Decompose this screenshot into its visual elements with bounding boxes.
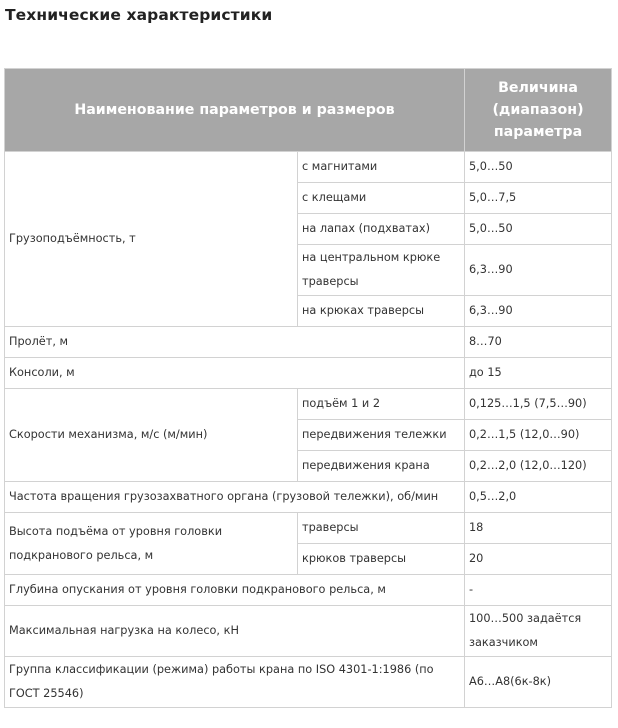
table-row	[5, 358, 612, 389]
load-value: 6,3…90	[465, 245, 612, 296]
rotation-label: Частота вращения грузозахватного органа (грузовой тележки), об/мин	[5, 482, 465, 513]
table-row	[5, 327, 612, 358]
load-sub-label: с клещами	[298, 183, 465, 214]
speed-value: 0,2…2,0 (12,0…120)	[465, 451, 612, 482]
lift-height-value: 18	[465, 513, 612, 544]
lift-height-sub-label: траверсы	[298, 513, 465, 544]
load-value: 5,0…50	[465, 152, 612, 183]
lift-height-sub-label: крюков траверсы	[298, 544, 465, 575]
header-parameter-value: Величина (диапазон) параметра	[465, 69, 612, 152]
load-sub-label: на крюках траверсы	[298, 296, 465, 327]
span-label: Пролёт, м	[5, 327, 465, 358]
table-row	[5, 482, 612, 513]
speed-sub-label: подъём 1 и 2	[298, 389, 465, 420]
speed-sub-label: передвижения крана	[298, 451, 465, 482]
classification-group-label: Группа классификации (режима) работы крана по ISO 4301-1:1986 (по ГОСТ 25546)	[5, 657, 465, 708]
table-row	[5, 657, 612, 708]
span-value: 8…70	[465, 327, 612, 358]
load-value: 6,3…90	[465, 296, 612, 327]
depth-label: Глубина опускания от уровня головки подкранового рельса, м	[5, 575, 465, 606]
consoles-value: до 15	[465, 358, 612, 389]
header-parameter-name: Наименование параметров и размеров	[5, 69, 465, 152]
table-row	[5, 575, 612, 606]
load-sub-label: на центральном крюке траверсы	[298, 245, 465, 296]
classification-group-value: А6…А8(6к-8к)	[465, 657, 612, 708]
load-value: 5,0…50	[465, 214, 612, 245]
speeds-label: Скорости механизма, м/с (м/мин)	[5, 389, 298, 482]
speed-value: 0,2…1,5 (12,0…90)	[465, 420, 612, 451]
rotation-value: 0,5…2,0	[465, 482, 612, 513]
lift-height-value: 20	[465, 544, 612, 575]
specifications-table	[4, 68, 612, 708]
speed-sub-label: передвижения тележки	[298, 420, 465, 451]
load-capacity-label: Грузоподъёмность, т	[5, 152, 298, 327]
lift-height-label: Высота подъёма от уровня головки подкранового рельса, м	[5, 513, 298, 575]
depth-value: -	[465, 575, 612, 606]
consoles-label: Консоли, м	[5, 358, 465, 389]
table-row	[5, 152, 612, 183]
load-value: 5,0…7,5	[465, 183, 612, 214]
wheel-load-value: 100…500 задаётся заказчиком	[465, 606, 612, 657]
load-sub-label: с магнитами	[298, 152, 465, 183]
wheel-load-label: Максимальная нагрузка на колесо, кН	[5, 606, 465, 657]
page-title: Технические характеристики	[5, 6, 273, 24]
speed-value: 0,125…1,5 (7,5…90)	[465, 389, 612, 420]
table-row	[5, 513, 612, 544]
load-sub-label: на лапах (подхватах)	[298, 214, 465, 245]
table-header-row	[5, 69, 612, 152]
table-row	[5, 389, 612, 420]
table-row	[5, 606, 612, 657]
